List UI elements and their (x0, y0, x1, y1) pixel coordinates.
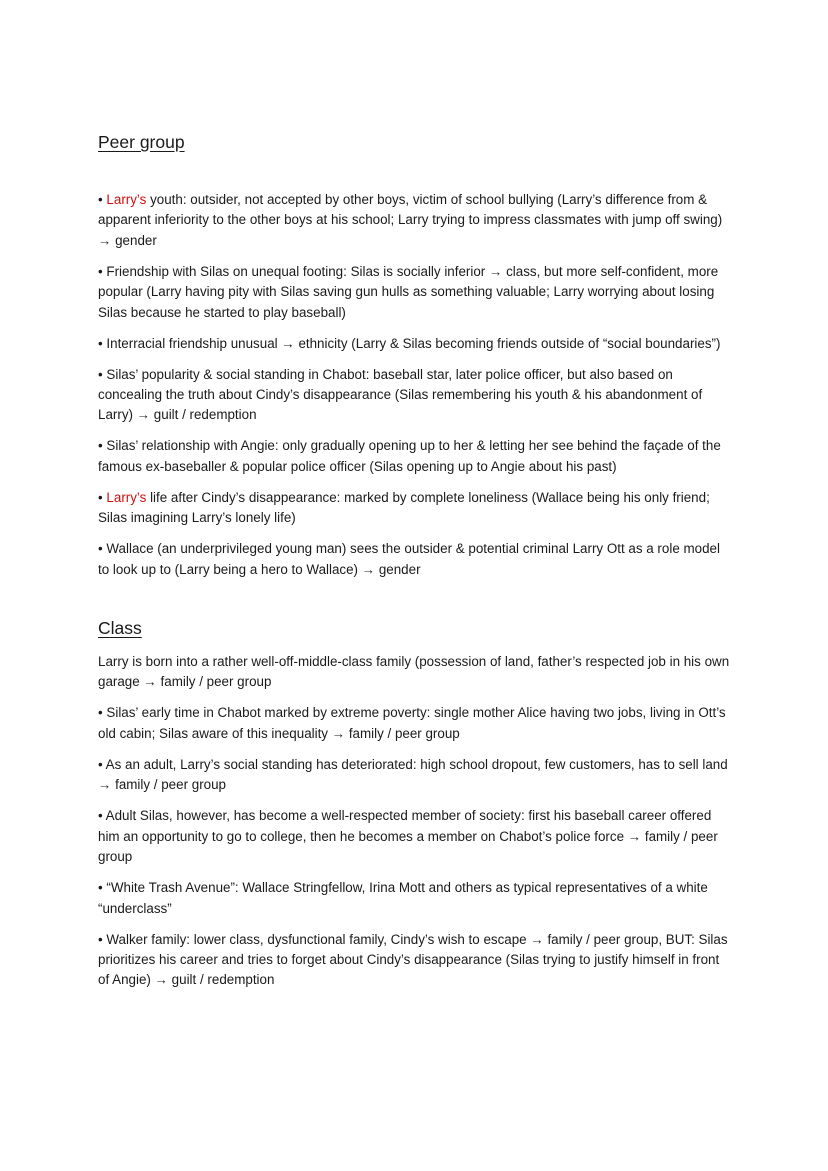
bullet-paragraph (98, 539, 734, 580)
paragraph-text: life after Cindy’s disappearance: marked by complete loneliness (Wallace being his only friend; Silas imagining Larry’s lonely life) (98, 489, 710, 526)
paragraph-text: • Silas’ relationship with Angie: only gradually opening up to her & letting her see behind the façade of the famous ex-baseballer & popular police officer (Silas opening up to Angie about his past) (98, 438, 721, 474)
paragraph-text: • Friendship with Silas on unequal footing: Silas is socially inferior → class, but more self-confident, more popular (Larry having pity with Silas saving gun hulls as something valuable; Larry worrying about losing Silas because he started to play baseball) (98, 263, 719, 320)
bullet-paragraph (98, 262, 734, 323)
highlighted-text: Larry’s (106, 192, 147, 207)
section-heading: Class (98, 618, 142, 639)
bullet-paragraph (98, 488, 734, 529)
paragraph-text: • “White Trash Avenue”: Wallace Stringfellow, Irina Mott and others as typical representatives of a white “underclass” (98, 880, 708, 916)
bullet-paragraph (98, 878, 734, 919)
document-page (98, 128, 734, 1001)
bullet-paragraph (98, 930, 734, 991)
highlighted-text: Larry’s (106, 489, 147, 505)
paragraph-text: • Silas’ early time in Chabot marked by extreme poverty: single mother Alice having two jobs, living in Ott’s old cabin; Silas aware of this inequality → family / peer group (98, 705, 726, 741)
paragraph-text: • Walker family: lower class, dysfunctional family, Cindy’s wish to escape → family / peer group, BUT: Silas prioritizes his career and tries to forget about Cindy’s disappearance (Silas trying to justify himself in front of Angie) → guilt / redemption (98, 931, 728, 988)
bullet-paragraph (98, 190, 734, 251)
section-peer-group (98, 128, 734, 580)
paragraph-text: Larry is born into a rather well-off-middle-class family (possession of land, father’s respected job in his own garage → family / peer group (98, 654, 730, 690)
section-class (98, 614, 734, 991)
paragraph-list (98, 190, 734, 580)
paragraph-text: • As an adult, Larry’s social standing has deteriorated: high school dropout, few customers, has to sell land → family / peer group (98, 756, 728, 793)
bullet-paragraph (98, 365, 734, 426)
paragraph-text: youth: outsider, not accepted by other boys, victim of school bullying (Larry’s difference from & apparent inferiority to the other boys at his school; Larry trying to impress classmates with jump off swing) → gender (98, 192, 723, 248)
paragraph-text: • Silas’ popularity & social standing in Chabot: baseball star, later police officer, but also based on concealing the truth about Cindy’s disappearance (Silas remembering his youth & his abandonment of Larry) → guilt / redemption (98, 366, 703, 423)
bullet-paragraph (98, 334, 734, 354)
section-heading: Peer group (98, 132, 185, 152)
paragraph-list (98, 652, 734, 991)
intro-paragraph (98, 652, 734, 693)
bullet-paragraph (98, 436, 734, 477)
bullet-paragraph (98, 703, 734, 744)
paragraph-text: • Adult Silas, however, has become a well-respected member of society: first his baseball career offered him an opportunity to go to college, then he becomes a member on Chabot’s police force → family / peer group (98, 808, 718, 865)
bullet-prefix: • (98, 192, 107, 207)
bullet-paragraph (98, 755, 734, 796)
bullet-paragraph (98, 806, 734, 867)
bullet-prefix: • (98, 489, 107, 505)
paragraph-text: • Wallace (an underprivileged young man) sees the outsider & potential criminal Larry Ott as a role model to look up to (Larry being a hero to Wallace) → gender (98, 541, 720, 577)
paragraph-text: • Interracial friendship unusual → ethnicity (Larry & Silas becoming friends outside of “social boundaries”) (98, 335, 721, 351)
